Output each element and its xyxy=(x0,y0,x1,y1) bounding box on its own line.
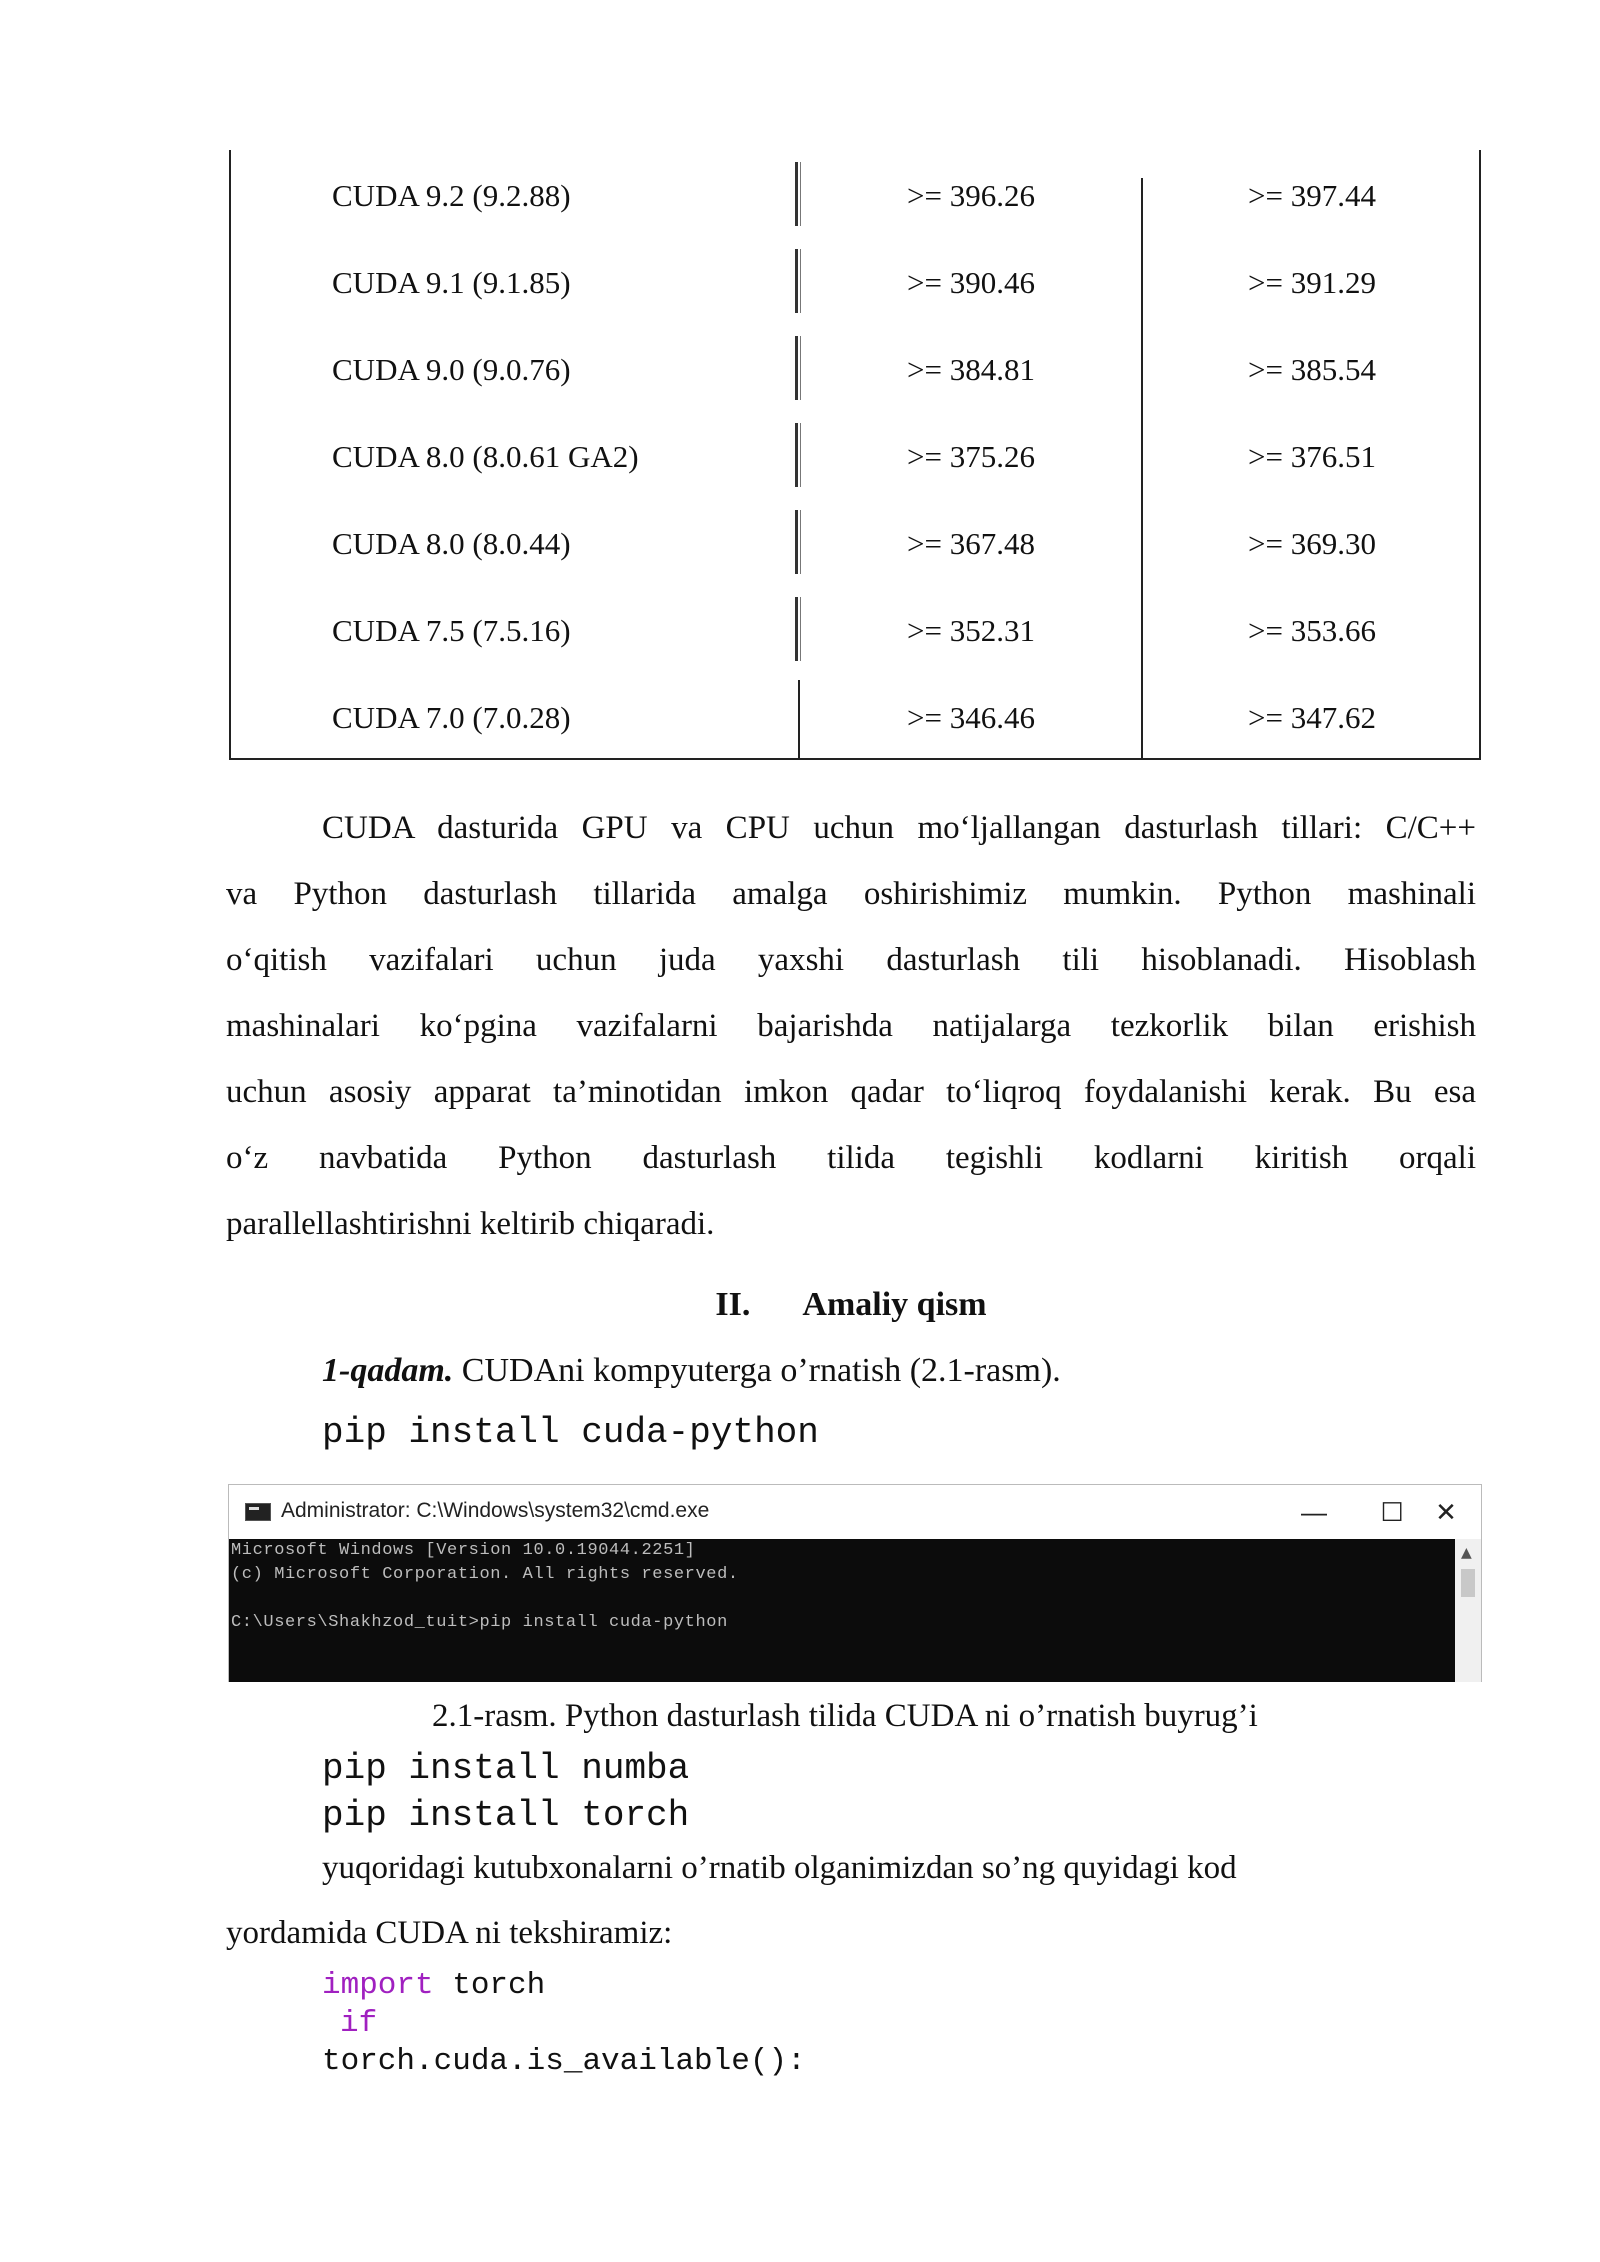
toolkit-cell: CUDA 8.0 (8.0.61 GA2) xyxy=(332,439,639,474)
keyword-import: import xyxy=(322,1968,434,2003)
linux-driver-cell: >= 367.48 xyxy=(907,526,1035,561)
code-condition-line: torch.cuda.is_available(): xyxy=(322,2044,806,2079)
linux-driver-cell: >= 390.46 xyxy=(907,265,1035,300)
table-row xyxy=(229,498,1481,585)
scroll-up-icon: ▲ xyxy=(1461,1545,1472,1561)
cell-separator xyxy=(795,162,798,226)
table-row xyxy=(229,150,1481,237)
cmd-title-bar xyxy=(229,1485,1481,1539)
step-line xyxy=(322,1352,1061,1390)
table-row xyxy=(229,672,1481,759)
cell-separator xyxy=(795,249,798,313)
cell-separator xyxy=(795,423,798,487)
cmd-window-title: Administrator: C:\Windows\system32\cmd.exe xyxy=(281,1499,710,1522)
console-line: Microsoft Windows [Version 10.0.19044.2251] xyxy=(231,1541,696,1560)
linux-driver-cell: >= 384.81 xyxy=(907,352,1035,387)
section-number: II. xyxy=(715,1286,751,1323)
windows-driver-cell: >= 353.66 xyxy=(1248,613,1376,648)
table-row xyxy=(229,411,1481,498)
cuda-driver-table xyxy=(229,150,1481,760)
cmd-scrollbar xyxy=(1455,1539,1481,1682)
scroll-thumb xyxy=(1461,1569,1475,1597)
close-icon: ✕ xyxy=(1435,1497,1457,1527)
maximize-icon: ☐ xyxy=(1380,1497,1404,1527)
paragraph-line: parallellashtirishni keltirib chiqaradi. xyxy=(226,1206,715,1242)
windows-driver-cell: >= 369.30 xyxy=(1248,526,1376,561)
figure-caption: 2.1-rasm. Python dasturlash tilida CUDA ni o’rnatish buyrug’i xyxy=(432,1698,1258,1734)
windows-driver-cell: >= 347.62 xyxy=(1248,700,1376,735)
console-line: (c) Microsoft Corporation. All rights reserved. xyxy=(231,1565,739,1584)
keyword-if: if xyxy=(340,2006,378,2041)
linux-driver-cell: >= 346.46 xyxy=(907,700,1035,735)
toolkit-cell: CUDA 9.1 (9.1.85) xyxy=(332,265,571,300)
code-line: pip install numba xyxy=(322,1748,690,1789)
toolkit-cell: CUDA 9.0 (9.0.76) xyxy=(332,352,571,387)
code-import-line xyxy=(322,1968,545,2003)
linux-driver-cell: >= 352.31 xyxy=(907,613,1035,648)
windows-driver-cell: >= 391.29 xyxy=(1248,265,1376,300)
paragraph2-line1: yuqoridagi kutubxonalarni o’rnatib olganimizdan so’ng quyidagi kod xyxy=(322,1850,1237,1886)
windows-driver-cell: >= 376.51 xyxy=(1248,439,1376,474)
paragraph-line: va Python dasturlash tillarida amalga oshirishimiz mumkin. Python mashinali xyxy=(226,876,1476,912)
cmd-app-icon xyxy=(245,1503,271,1521)
table-row xyxy=(229,324,1481,411)
toolkit-cell: CUDA 8.0 (8.0.44) xyxy=(332,526,571,561)
toolkit-cell: CUDA 9.2 (9.2.88) xyxy=(332,178,571,213)
cmd-window-screenshot xyxy=(228,1484,1482,1682)
cell-separator xyxy=(795,597,798,661)
toolkit-cell: CUDA 7.0 (7.0.28) xyxy=(332,700,571,735)
step-text: CUDAni kompyuterga o’rnatish (2.1-rasm). xyxy=(453,1352,1061,1389)
windows-driver-cell: >= 397.44 xyxy=(1248,178,1376,213)
paragraph2-line2: yordamida CUDA ni tekshiramiz: xyxy=(226,1915,673,1951)
cell-separator xyxy=(795,510,798,574)
console-line: C:\Users\Shakhzod_tuit>pip install cuda-python xyxy=(231,1613,728,1632)
toolkit-cell: CUDA 7.5 (7.5.16) xyxy=(332,613,571,648)
paragraph-line: o‘qitish vazifalari uchun juda yaxshi dasturlash tili hisoblanadi. Hisoblash xyxy=(226,942,1476,978)
code-line: pip install cuda-python xyxy=(322,1412,819,1453)
linux-driver-cell: >= 375.26 xyxy=(907,439,1035,474)
table-row xyxy=(229,585,1481,672)
linux-driver-cell: >= 396.26 xyxy=(907,178,1035,213)
table-row xyxy=(229,237,1481,324)
paragraph-line: uchun asosiy apparat ta’minotidan imkon qadar to‘liqroq foydalanishi kerak. Bu esa xyxy=(226,1074,1476,1110)
section-heading xyxy=(226,1286,1476,1324)
cmd-console xyxy=(229,1539,1455,1682)
code-if-line xyxy=(340,2006,377,2041)
import-target: torch xyxy=(433,1968,546,2003)
windows-driver-cell: >= 385.54 xyxy=(1248,352,1376,387)
cell-separator xyxy=(795,336,798,400)
step-label: 1-qadam. xyxy=(322,1352,454,1389)
paragraph-line: mashinalari ko‘pgina vazifalarni bajarishda natijalarga tezkorlik bilan erishish xyxy=(226,1008,1476,1044)
body-paragraph xyxy=(226,795,1476,1257)
minimize-icon: — xyxy=(1301,1497,1327,1527)
paragraph-line: CUDA dasturida GPU va CPU uchun mo‘ljallangan dasturlash tillari: C/C++ xyxy=(322,810,1476,846)
paragraph-line: o‘z navbatida Python dasturlash tilida tegishli kodlarni kiritish orqali xyxy=(226,1140,1476,1176)
section-title: Amaliy qism xyxy=(802,1286,987,1323)
code-line: pip install torch xyxy=(322,1795,690,1836)
